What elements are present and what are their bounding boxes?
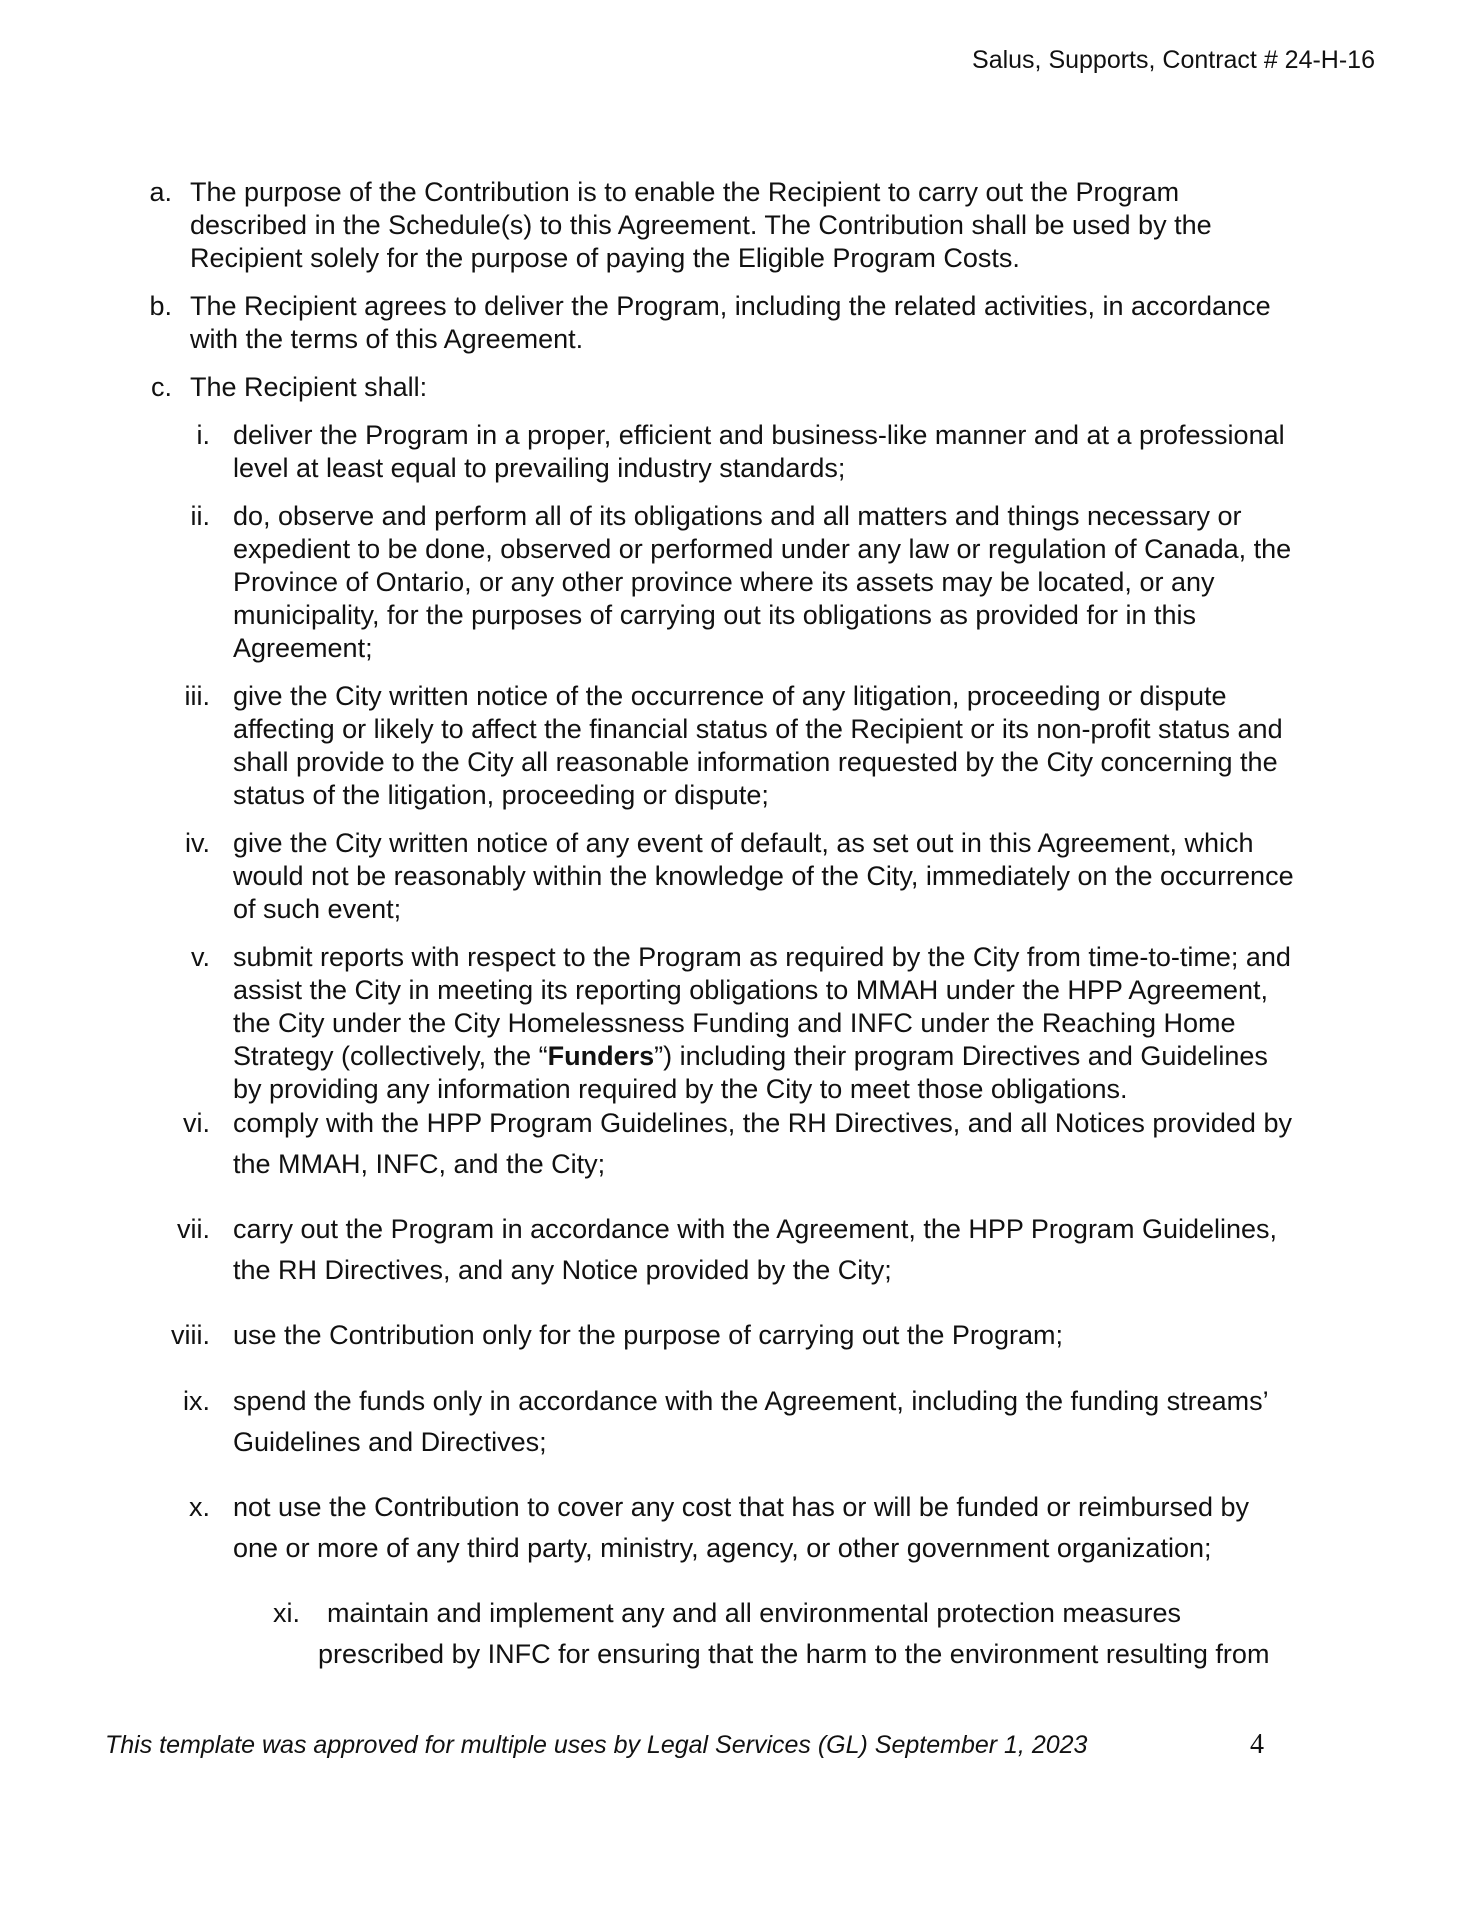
subclause-text-line: spend the funds only in accordance with the Agreement, including the funding streams’ xyxy=(233,1386,1269,1416)
clause-label: a. xyxy=(149,177,172,207)
subclause-text-line: Agreement; xyxy=(233,633,373,663)
strategy-text-before: Strategy (collectively, the “ xyxy=(233,1041,548,1071)
subclause-label: v. xyxy=(191,942,210,972)
subclause-label: iii. xyxy=(184,681,210,711)
subclause-label: xi. xyxy=(273,1598,300,1628)
subclause-text-line: level at least equal to prevailing industry standards; xyxy=(233,453,846,483)
subclause-text-line: deliver the Program in a proper, efficient and business-like manner and at a professional xyxy=(233,420,1285,450)
subclause-text-line: of such event; xyxy=(233,894,402,924)
subclause-text-line: would not be reasonably within the knowledge of the City, immediately on the occurrence xyxy=(233,861,1294,891)
subclause-text-line: submit reports with respect to the Program as required by the City from time-to-time; and xyxy=(233,942,1291,972)
running-header: Salus, Supports, Contract # 24-H-16 xyxy=(972,46,1375,74)
subclause-text-line: do, observe and perform all of its obligations and all matters and things necessary or xyxy=(233,501,1242,531)
subclause-text-line: maintain and implement any and all environmental protection measures xyxy=(327,1598,1181,1628)
clause-text-line: with the terms of this Agreement. xyxy=(190,324,584,354)
subclause-label: vii. xyxy=(177,1214,210,1244)
subclause-text-line: expedient to be done, observed or performed under any law or regulation of Canada, the xyxy=(233,534,1292,564)
subclause-label: viii. xyxy=(171,1320,210,1350)
subclause-label: vi. xyxy=(183,1108,210,1138)
defined-term-funders: Funders xyxy=(547,1041,655,1071)
subclause-text-line: municipality, for the purposes of carrying out its obligations as provided for in this xyxy=(233,600,1196,630)
subclause-text-line: the RH Directives, and any Notice provided by the City; xyxy=(233,1255,892,1285)
subclause-label: iv. xyxy=(185,828,210,858)
subclause-text-line: the MMAH, INFC, and the City; xyxy=(233,1149,606,1179)
subclause-label: i. xyxy=(196,420,210,450)
clause-text-line: The purpose of the Contribution is to enable the Recipient to carry out the Program xyxy=(190,177,1180,207)
clause-text-line: The Recipient agrees to deliver the Program, including the related activities, in accordance xyxy=(190,291,1271,321)
subclause-text-line: give the City written notice of the occurrence of any litigation, proceeding or dispute xyxy=(233,681,1227,711)
strategy-text-after: ”) including their program Directives and Guidelines xyxy=(654,1041,1268,1071)
subclause-text-line: give the City written notice of any event of default, as set out in this Agreement, which xyxy=(233,828,1254,858)
subclause-text-line: the City under the City Homelessness Funding and INFC under the Reaching Home xyxy=(233,1008,1236,1038)
subclause-text-line xyxy=(233,1040,1268,1073)
subclause-text-line: by providing any information required by the City to meet those obligations. xyxy=(233,1074,1128,1104)
clause-text-line: The Recipient shall: xyxy=(190,372,428,402)
subclause-text-line: assist the City in meeting its reporting obligations to MMAH under the HPP Agreement, xyxy=(233,975,1269,1005)
subclause-text-line: affecting or likely to affect the financial status of the Recipient or its non-profit status and xyxy=(233,714,1283,744)
subclause-label: ii. xyxy=(190,501,210,531)
subclause-text-line: shall provide to the City all reasonable information requested by the City concerning the xyxy=(233,747,1278,777)
subclause-text-line: use the Contribution only for the purpose of carrying out the Program; xyxy=(233,1320,1063,1350)
subclause-text-line: not use the Contribution to cover any cost that has or will be funded or reimbursed by xyxy=(233,1492,1250,1522)
subclause-text-line: one or more of any third party, ministry, agency, or other government organization; xyxy=(233,1533,1212,1563)
subclause-text-line: Province of Ontario, or any other province where its assets may be located, or any xyxy=(233,567,1215,597)
subclause-label: x. xyxy=(188,1492,210,1522)
subclause-text-line: carry out the Program in accordance with the Agreement, the HPP Program Guidelines, xyxy=(233,1214,1278,1244)
subclause-label: ix. xyxy=(183,1386,210,1416)
clause-label: b. xyxy=(149,291,172,321)
subclause-text-line: prescribed by INFC for ensuring that the harm to the environment resulting from xyxy=(318,1639,1270,1669)
footer-approval-note: This template was approved for multiple uses by Legal Services (GL) September 1, 2023 xyxy=(105,1731,1088,1759)
clause-text-line: described in the Schedule(s) to this Agreement. The Contribution shall be used by the xyxy=(190,210,1212,240)
clause-label: c. xyxy=(150,372,172,402)
clause-text-line: Recipient solely for the purpose of paying the Eligible Program Costs. xyxy=(190,243,1020,273)
subclause-text-line: comply with the HPP Program Guidelines, the RH Directives, and all Notices provided by xyxy=(233,1108,1292,1138)
page-number: 4 xyxy=(1250,1729,1264,1760)
subclause-text-line: status of the litigation, proceeding or dispute; xyxy=(233,780,769,810)
subclause-text-line: Guidelines and Directives; xyxy=(233,1427,547,1457)
